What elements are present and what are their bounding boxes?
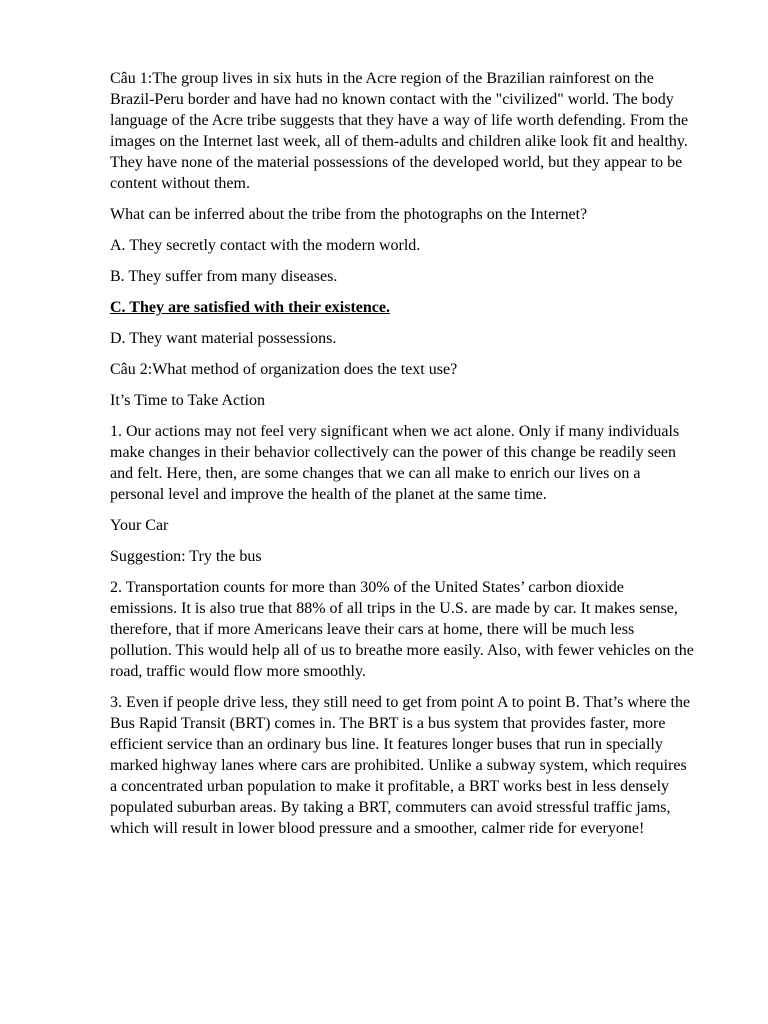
text-title: It’s Time to Take Action xyxy=(110,392,266,409)
section-heading: Your Car xyxy=(110,517,169,534)
option-a: A. They secretly contact with the modern world. xyxy=(110,237,421,254)
question1-prompt: What can be inferred about the tribe from the photographs on the Internet? xyxy=(110,206,588,223)
question1-passage: Câu 1:The group lives in six huts in the Acre region of the Brazilian rainforest on the Brazil-Peru border and have had no known contact with the "civilized" world. The body language of the Acre tribe suggests that they have a way of life worth defending. From the images on the Internet last week, all of them-adults and children alike look fit and healthy. They have none of the material possessions of the developed world, but they appear to be content without them. xyxy=(110,70,689,192)
question2-prompt: Câu 2:What method of organization does the text use? xyxy=(110,361,458,378)
suggestion: Suggestion: Try the bus xyxy=(110,548,262,565)
option-d: D. They want material possessions. xyxy=(110,330,337,347)
paragraph-3: 3. Even if people drive less, they still need to get from point A to point B. That’s where the Bus Rapid Transit (BRT) comes in. The BRT is a bus system that provides faster, more efficient service than an ordinary bus line. It features longer buses that run in specially marked highway lanes where cars are prohibited. Unlike a subway system, which requires a concentrated urban population to make it profitable, a BRT works best in less densely populated suburban areas. By taking a BRT, commuters can avoid stressful traffic jams, which will result in lower blood pressure and a smoother, calmer ride for everyone! xyxy=(110,694,691,837)
paragraph-2: 2. Transportation counts for more than 30% of the United States’ carbon dioxide emissions. It is also true that 88% of all trips in the U.S. are made by car. It makes sense, therefore, that if more Americans leave their cars at home, there will be much less pollution. This would help all of us to breathe more easily. Also, with fewer vehicles on the road, traffic would flow more smoothly. xyxy=(110,579,694,680)
option-b: B. They suffer from many diseases. xyxy=(110,268,338,285)
option-c-correct-answer: C. They are satisfied with their existence. xyxy=(110,299,390,316)
paragraph-1: 1. Our actions may not feel very significant when we act alone. Only if many individuals make changes in their behavior collectively can the power of this change be readily seen and felt. Here, then, are some changes that we can all make to enrich our lives on a personal level and improve the health of the planet at the same time. xyxy=(110,423,680,503)
document-page xyxy=(110,68,694,849)
